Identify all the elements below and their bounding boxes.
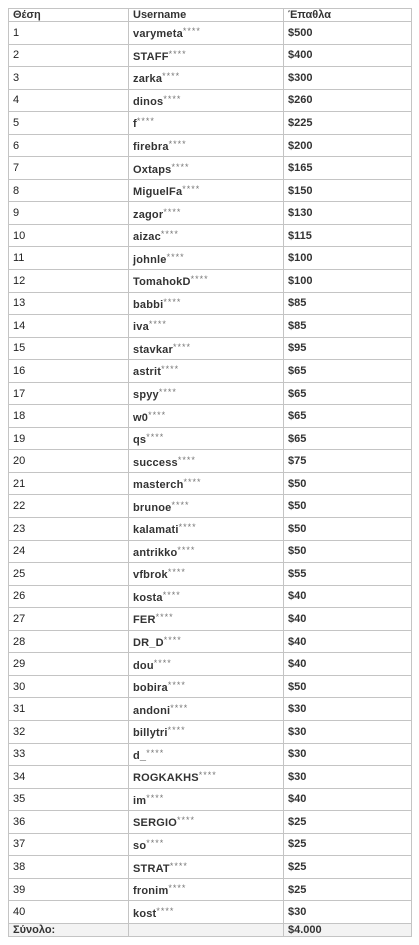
row-username-cell (129, 743, 284, 766)
row-username-mask: **** (162, 589, 181, 600)
row-username-cell (129, 247, 284, 270)
table-row (9, 292, 412, 315)
row-username-mask: **** (146, 747, 165, 758)
table-header-row (9, 9, 412, 22)
row-username-mask: **** (169, 860, 188, 871)
row-position: 40 (9, 901, 129, 924)
row-username: masterch (133, 479, 184, 492)
row-username-cell (129, 495, 284, 518)
table-body (9, 22, 412, 924)
row-position: 15 (9, 337, 129, 360)
row-username-mask: **** (162, 71, 181, 82)
table-row (9, 653, 412, 676)
table-row (9, 22, 412, 45)
total-prize: $4.000 (284, 924, 412, 937)
row-username-mask: **** (155, 612, 174, 623)
row-username: Oxtaps (133, 163, 172, 176)
row-prize: $50 (284, 540, 412, 563)
row-username: dou (133, 659, 154, 672)
row-username-mask: **** (172, 341, 191, 352)
table-row (9, 337, 412, 360)
row-prize: $25 (284, 833, 412, 856)
row-username-cell (129, 585, 284, 608)
row-username: firebra (133, 141, 169, 153)
row-username: zagor (133, 208, 164, 221)
table-row (9, 630, 412, 653)
row-username-mask: **** (148, 319, 167, 330)
row-prize: $150 (284, 179, 412, 202)
row-prize: $50 (284, 675, 412, 698)
row-position: 8 (9, 179, 129, 202)
row-position: 1 (9, 22, 129, 45)
row-position: 21 (9, 472, 129, 495)
row-username-cell (129, 608, 284, 631)
table-row (9, 901, 412, 924)
row-username-cell (129, 134, 284, 157)
row-username-cell (129, 270, 284, 293)
row-position: 20 (9, 450, 129, 473)
table-row (9, 67, 412, 90)
row-username-mask: **** (146, 837, 165, 848)
table-row (9, 720, 412, 743)
row-username-mask: **** (146, 792, 165, 803)
row-username: success (133, 456, 178, 469)
row-username: johnle (133, 253, 167, 266)
row-position: 5 (9, 112, 129, 135)
row-username-mask: **** (167, 725, 186, 736)
row-prize: $65 (284, 382, 412, 405)
row-prize: $400 (284, 44, 412, 67)
row-username-cell (129, 360, 284, 383)
row-username-mask: **** (163, 635, 182, 646)
row-prize: $50 (284, 472, 412, 495)
row-username-cell (129, 224, 284, 247)
total-row (9, 924, 412, 937)
table-row (9, 675, 412, 698)
row-position: 27 (9, 608, 129, 631)
row-username-cell (129, 563, 284, 586)
row-username-mask: **** (168, 139, 187, 149)
row-prize: $260 (284, 89, 412, 112)
row-username: fronim (133, 885, 169, 898)
row-username-cell (129, 315, 284, 338)
row-username-cell (129, 22, 284, 45)
row-prize: $85 (284, 315, 412, 338)
row-username: vfbrok (133, 569, 168, 582)
row-position: 35 (9, 788, 129, 811)
row-prize: $30 (284, 766, 412, 789)
row-username: kalamati (133, 524, 179, 537)
table-row (9, 608, 412, 631)
row-position: 25 (9, 563, 129, 586)
table-row (9, 179, 412, 202)
row-prize: $50 (284, 495, 412, 518)
row-username-mask: **** (160, 229, 179, 240)
table-row (9, 89, 412, 112)
row-username-mask: **** (161, 364, 180, 375)
row-position: 23 (9, 518, 129, 541)
table-row (9, 811, 412, 834)
row-username-cell (129, 112, 284, 135)
table-row (9, 788, 412, 811)
row-username-cell (129, 382, 284, 405)
row-prize: $25 (284, 856, 412, 879)
row-position: 11 (9, 247, 129, 270)
row-username-cell (129, 405, 284, 428)
row-position: 13 (9, 292, 129, 315)
row-prize: $40 (284, 585, 412, 608)
table-row (9, 585, 412, 608)
row-username-cell (129, 518, 284, 541)
row-position: 9 (9, 202, 129, 225)
row-username-cell (129, 833, 284, 856)
row-username-mask: **** (136, 116, 155, 127)
table-row (9, 315, 412, 338)
row-username: bobira (133, 682, 168, 695)
table-row (9, 518, 412, 541)
row-username-cell (129, 766, 284, 789)
row-prize: $65 (284, 360, 412, 383)
row-prize: $40 (284, 788, 412, 811)
row-username-cell (129, 788, 284, 811)
row-prize: $165 (284, 157, 412, 180)
row-position: 28 (9, 630, 129, 653)
row-position: 31 (9, 698, 129, 721)
row-prize: $85 (284, 292, 412, 315)
row-position: 7 (9, 157, 129, 180)
row-position: 22 (9, 495, 129, 518)
row-username-cell (129, 630, 284, 653)
row-username-mask: **** (198, 770, 217, 781)
row-username-cell (129, 878, 284, 901)
row-username-mask: **** (177, 454, 196, 465)
row-prize: $40 (284, 653, 412, 676)
row-prize: $65 (284, 427, 412, 450)
table-row (9, 450, 412, 473)
row-prize: $55 (284, 563, 412, 586)
row-prize: $115 (284, 224, 412, 247)
table-row (9, 766, 412, 789)
row-position: 34 (9, 766, 129, 789)
row-username: STRAT (133, 862, 170, 875)
row-position: 36 (9, 811, 129, 834)
table-row (9, 157, 412, 180)
row-username: varymeta (133, 28, 183, 41)
table-row (9, 112, 412, 135)
row-username: zarka (133, 73, 163, 86)
row-username: STAFF (133, 50, 169, 63)
row-position: 29 (9, 653, 129, 676)
row-username-mask: **** (171, 161, 190, 172)
prize-table-container (8, 8, 411, 937)
row-username-mask: **** (163, 206, 182, 217)
row-position: 12 (9, 270, 129, 293)
row-username-mask: **** (177, 544, 196, 555)
header-prize: Έπαθλα (284, 9, 412, 22)
row-username-cell (129, 202, 284, 225)
row-username: im (133, 794, 147, 807)
row-username: f (133, 118, 137, 131)
table-row (9, 202, 412, 225)
row-username-cell (129, 292, 284, 315)
row-position: 33 (9, 743, 129, 766)
row-username-mask: **** (163, 93, 182, 104)
table-row (9, 224, 412, 247)
row-username-cell (129, 856, 284, 879)
row-username-mask: **** (153, 657, 172, 668)
row-username-cell (129, 653, 284, 676)
row-prize: $40 (284, 608, 412, 631)
header-position: Θέση (9, 9, 129, 22)
row-prize: $500 (284, 22, 412, 45)
row-username-cell (129, 89, 284, 112)
row-username-cell (129, 811, 284, 834)
row-username: babbi (133, 298, 164, 311)
row-position: 4 (9, 89, 129, 112)
row-username: kosta (133, 591, 163, 604)
row-username-mask: **** (158, 387, 177, 398)
table-row (9, 495, 412, 518)
row-prize: $95 (284, 337, 412, 360)
row-username-mask: **** (163, 296, 182, 307)
row-position: 3 (9, 67, 129, 90)
row-prize: $200 (284, 134, 412, 157)
row-prize: $40 (284, 630, 412, 653)
row-username: andoni (133, 704, 171, 717)
row-prize: $30 (284, 743, 412, 766)
row-position: 16 (9, 360, 129, 383)
row-username-mask: **** (166, 251, 185, 262)
table-row (9, 563, 412, 586)
row-position: 24 (9, 540, 129, 563)
row-username: kost (133, 907, 157, 920)
row-prize: $50 (284, 518, 412, 541)
row-username-mask: **** (156, 905, 175, 916)
row-username-mask: **** (148, 409, 167, 420)
row-username-cell (129, 901, 284, 924)
row-username-cell (129, 450, 284, 473)
row-username-mask: **** (171, 499, 190, 510)
row-username: aizac (133, 231, 161, 244)
table-row (9, 540, 412, 563)
row-username-mask: **** (168, 883, 187, 894)
table-row (9, 44, 412, 67)
row-username-cell (129, 698, 284, 721)
row-username-mask: **** (168, 48, 187, 59)
row-username-mask: **** (146, 432, 165, 443)
row-username: so (133, 839, 147, 852)
table-row (9, 382, 412, 405)
total-label: Σύνολο: (9, 924, 129, 937)
table-row (9, 833, 412, 856)
row-username: stavkar (133, 343, 173, 356)
row-position: 10 (9, 224, 129, 247)
row-username-mask: **** (177, 815, 196, 826)
row-username-mask: **** (182, 26, 201, 37)
row-username-mask: **** (167, 680, 186, 691)
row-position: 2 (9, 44, 129, 67)
row-username-cell (129, 157, 284, 180)
row-username-mask: **** (167, 567, 186, 578)
table-row (9, 270, 412, 293)
row-username: d_ (133, 749, 147, 762)
row-username-mask: **** (170, 702, 189, 713)
row-username: DR_D (133, 637, 164, 650)
row-username: antrikko (133, 546, 178, 559)
row-username: iva (133, 321, 149, 334)
row-username-cell (129, 540, 284, 563)
row-username: qs (133, 434, 147, 447)
table-row (9, 134, 412, 157)
row-prize: $30 (284, 698, 412, 721)
table-row (9, 427, 412, 450)
row-username-cell (129, 427, 284, 450)
row-prize: $130 (284, 202, 412, 225)
row-username-cell (129, 67, 284, 90)
row-position: 14 (9, 315, 129, 338)
row-position: 39 (9, 878, 129, 901)
row-prize: $75 (284, 450, 412, 473)
row-username: SERGIO (133, 817, 177, 830)
table-row (9, 247, 412, 270)
row-position: 38 (9, 856, 129, 879)
row-username: dinos (133, 95, 164, 108)
row-username-cell (129, 179, 284, 202)
table-row (9, 878, 412, 901)
row-prize: $300 (284, 67, 412, 90)
row-username: MiguelFa (133, 186, 183, 199)
row-username-cell (129, 44, 284, 67)
row-prize: $30 (284, 720, 412, 743)
row-prize: $30 (284, 901, 412, 924)
total-username (129, 924, 284, 937)
table-row (9, 360, 412, 383)
row-username: brunoe (133, 501, 172, 514)
row-username: FER (133, 614, 156, 627)
row-prize: $65 (284, 405, 412, 428)
row-username: w0 (133, 411, 149, 424)
row-username-cell (129, 720, 284, 743)
row-username: billytri (133, 727, 168, 740)
row-prize: $25 (284, 811, 412, 834)
row-prize: $225 (284, 112, 412, 135)
row-position: 30 (9, 675, 129, 698)
row-position: 32 (9, 720, 129, 743)
row-username-cell (129, 337, 284, 360)
row-username: ROGKAKHS (133, 772, 199, 785)
row-username-cell (129, 675, 284, 698)
row-prize: $100 (284, 270, 412, 293)
table-row (9, 698, 412, 721)
row-position: 17 (9, 382, 129, 405)
row-username-mask: **** (182, 184, 201, 195)
prize-table (8, 8, 412, 937)
row-position: 6 (9, 134, 129, 157)
row-position: 26 (9, 585, 129, 608)
row-position: 18 (9, 405, 129, 428)
row-position: 19 (9, 427, 129, 450)
table-row (9, 405, 412, 428)
row-username: TomahokD (133, 276, 191, 289)
row-username-mask: **** (178, 522, 197, 533)
row-prize: $100 (284, 247, 412, 270)
row-username-mask: **** (190, 274, 209, 285)
table-row (9, 472, 412, 495)
table-row (9, 743, 412, 766)
row-username: astrit (133, 366, 162, 379)
row-username: spyy (133, 389, 159, 402)
row-username-cell (129, 472, 284, 495)
table-row (9, 856, 412, 879)
row-username-mask: **** (183, 477, 202, 488)
row-prize: $25 (284, 878, 412, 901)
row-position: 37 (9, 833, 129, 856)
header-username: Username (129, 9, 284, 22)
